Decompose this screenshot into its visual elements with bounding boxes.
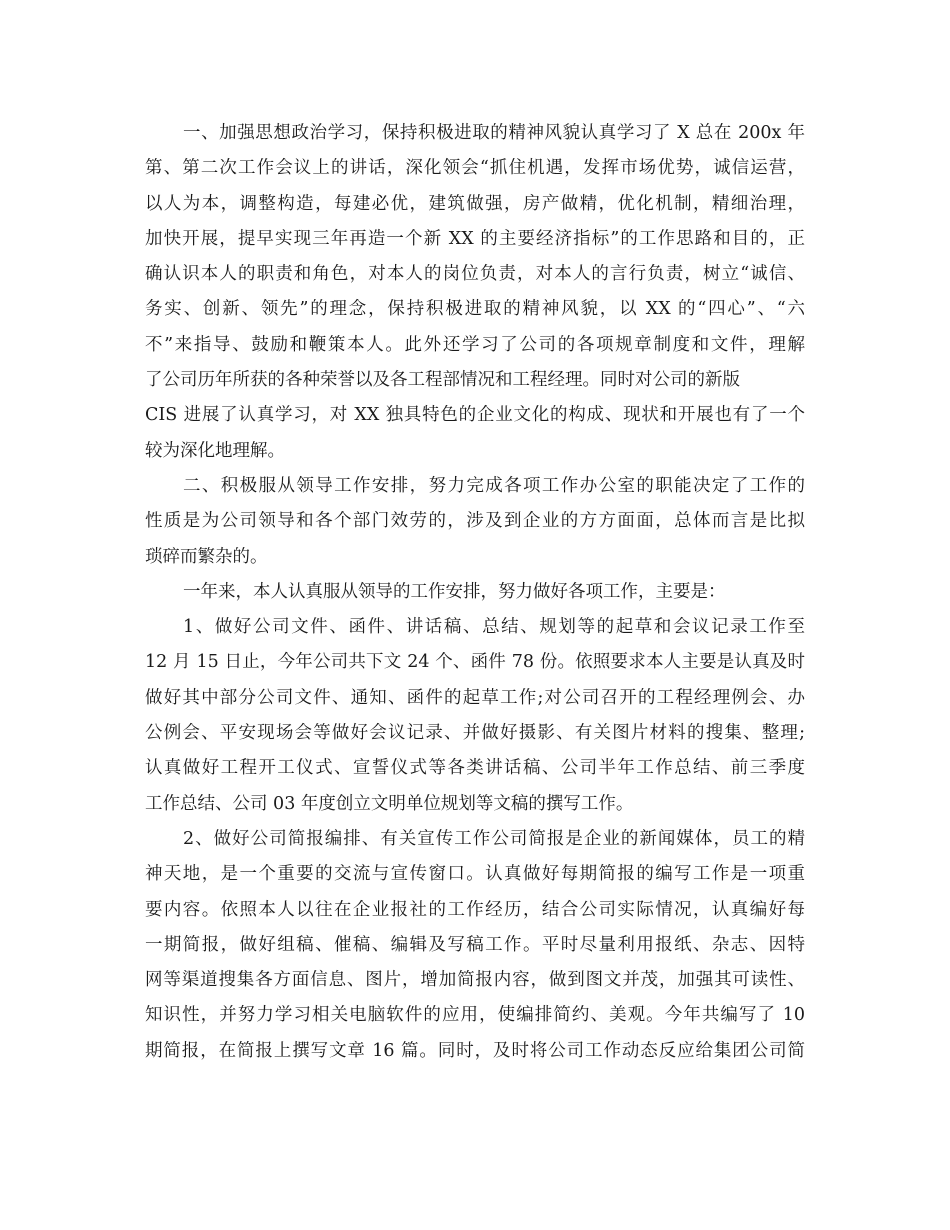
paragraph-5-line-7: 期简报，在简报上撰写文章 16 篇。同时，及时将公司工作动态反应给集团公司简 xyxy=(145,1040,805,1061)
paragraph-5-line-1: 2、做好公司简报编排、有关宣传工作公司简报是企业的新闻媒体，员工的精 xyxy=(183,828,805,849)
paragraph-1-line-1: 一、加强思想政治学习，保持积极进取的精神风貌认真学习了 X 总在 200x 年 xyxy=(183,123,805,143)
paragraph-5-line-5: 网等渠道搜集各方面信息、图片，增加简报内容，做到图文并茂，加强其可读性、 xyxy=(145,970,805,991)
document-body xyxy=(145,116,805,1069)
paragraph-1-line-6: 务实、创新、领先”的理念，保持积极进取的精神风貌，以 XX 的“四心”、“六 xyxy=(145,299,805,320)
paragraph-1-line-9: CIS 进展了认真学习，对 XX 独具特色的企业文化的构成、现状和开展也有了一个 xyxy=(145,405,805,426)
paragraph-1-line-10: 较为深化地理解。 xyxy=(145,440,285,461)
paragraph-5-line-3: 要内容。依照本人以往在企业报社的工作经历，结合公司实际情况，认真编好每 xyxy=(145,899,805,920)
paragraph-4-line-4: 公例会、平安现场会等做好会议记录、并做好摄影、有关图片材料的搜集、整理; xyxy=(145,723,805,744)
paragraph-2-line-3: 琐碎而繁杂的。 xyxy=(145,546,268,567)
paragraph-1-line-2: 第、第二次工作会议上的讲话，深化领会“抓住机遇，发挥市场优势，诚信运营， xyxy=(145,158,805,179)
paragraph-1-line-5: 确认识本人的职责和角色，对本人的岗位负责，对本人的言行负责，树立“诚信、 xyxy=(145,264,805,285)
paragraph-4-line-3: 做好其中部分公司文件、通知、函件的起草工作;对公司召开的工程经理例会、办 xyxy=(145,687,805,708)
paragraph-3-line-1: 一年来，本人认真服从领导的工作安排，努力做好各项工作，主要是： xyxy=(183,581,726,602)
paragraph-4-line-1: 1、做好公司文件、函件、讲话稿、总结、规划等的起草和会议记录工作至 xyxy=(183,617,805,638)
paragraph-1-line-7: 不”来指导、鼓励和鞭策本人。此外还学习了公司的各项规章制度和文件，理解 xyxy=(145,334,805,355)
paragraph-1-line-4: 加快开展，提早实现三年再造一个新 XX 的主要经济指标”的工作思路和目的，正 xyxy=(145,228,805,249)
paragraph-4-line-5: 认真做好工程开工仪式、宣誓仪式等各类讲话稿、公司半年工作总结、前三季度 xyxy=(145,758,805,779)
paragraph-1-line-3: 以人为本，调整构造，每建必优，建筑做强，房产做精，优化机制，精细治理， xyxy=(145,193,805,214)
paragraph-2-line-1: 二、积极服从领导工作安排，努力完成各项工作办公室的职能决定了工作的 xyxy=(183,475,805,496)
paragraph-5-line-2: 神天地，是一个重要的交流与宣传窗口。认真做好每期简报的编写工作是一项重 xyxy=(145,864,805,885)
paragraph-4-line-6: 工作总结、公司 03 年度创立文明单位规划等文稿的撰写工作。 xyxy=(145,793,634,814)
paragraph-2-line-2: 性质是为公司领导和各个部门效劳的，涉及到企业的方方面面，总体而言是比拟 xyxy=(145,511,805,532)
paragraph-4-line-2: 12 月 15 日止，今年公司共下文 24 个、函件 78 份。依照要求本人主要是认真及时 xyxy=(145,652,805,673)
paragraph-5-line-4: 一期简报，做好组稿、催稿、编辑及写稿工作。平时尽量利用报纸、杂志、因特 xyxy=(145,934,805,955)
paragraph-5-line-6: 知识性，并努力学习相关电脑软件的应用，使编排简约、美观。今年共编写了 10 xyxy=(145,1005,805,1026)
paragraph-1-line-8: 了公司历年所获的各种荣誉以及各工程部情况和工程经理。同时对公司的新版 xyxy=(145,370,740,391)
